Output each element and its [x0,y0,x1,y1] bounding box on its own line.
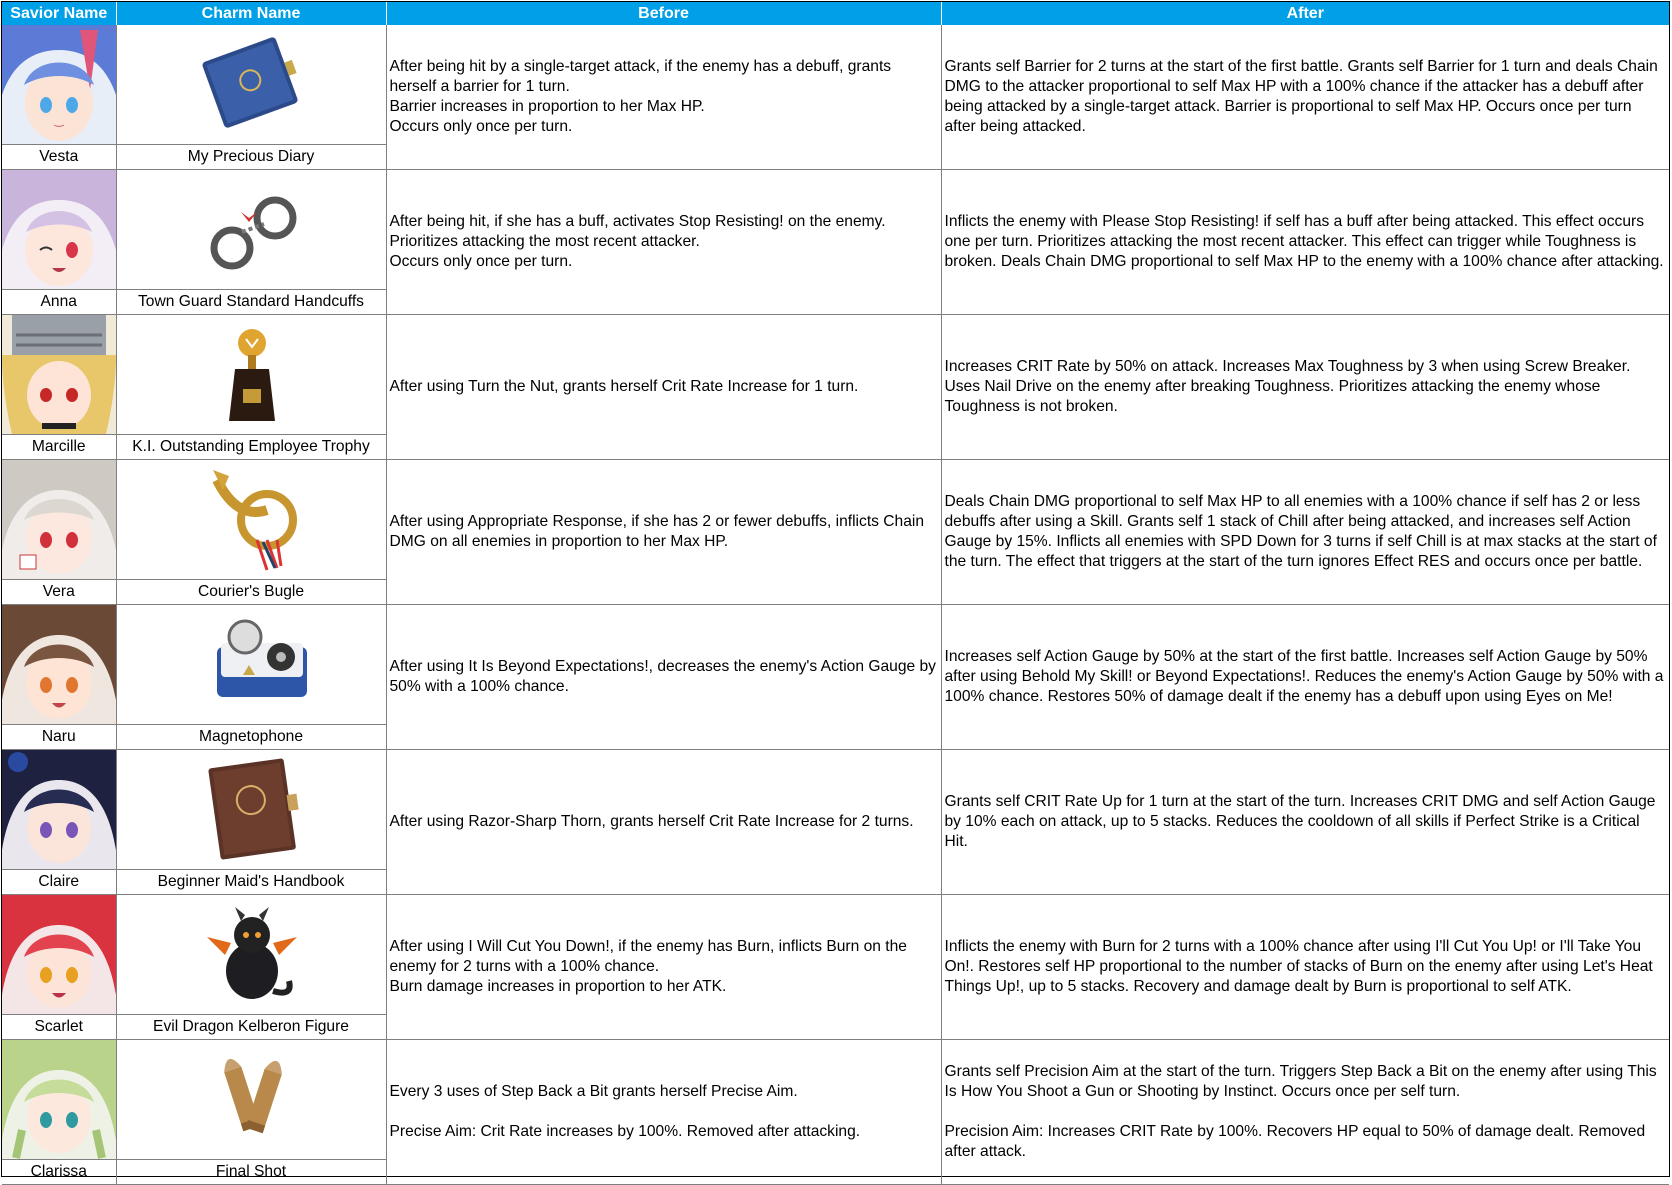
charm-name: Evil Dragon Kelberon Figure [153,1018,349,1035]
after-line: Inflicts the enemy with Please Stop Resisting! if self has a buff after being attacked. This effect occurs one per turn. Prioritizes attacking the most recent attacker. This effect can trigger while Toughness is broken. Deals Chain DMG proportional to self Max HP to the enemy with a 100% chance after attacking. [944,213,1664,270]
charm-cell[interactable] [116,605,386,750]
before-cell[interactable] [386,25,941,170]
savior-name: Scarlet [34,1018,84,1035]
header-before[interactable]: Before [386,2,941,25]
charm-image-handcuffs [117,170,386,290]
savior-cell[interactable] [2,605,116,750]
after-cell[interactable] [941,1040,1669,1185]
savior-cell[interactable] [2,1040,116,1185]
charm-comparison-table [2,2,1669,1185]
charm-cell[interactable] [116,315,386,460]
savior-name: Vera [42,583,75,600]
after-line: Increases CRIT Rate by 50% on attack. Increases Max Toughness by 3 when using Screw Breaker. Uses Nail Drive on the enemy after breaking Toughness. Prioritizes attacking the enemy whose Toughness is not broken. [944,358,1631,415]
savior-name: Anna [40,293,77,310]
table-row [2,315,1669,460]
after-cell[interactable] [941,895,1669,1040]
charm-cell[interactable] [116,750,386,895]
table-row [2,460,1669,605]
charm-cell[interactable] [116,1040,386,1185]
savior-cell[interactable] [2,460,116,605]
before-cell[interactable] [386,895,941,1040]
charm-name: Magnetophone [198,728,304,745]
savior-portrait [2,750,116,870]
before-cell[interactable] [386,315,941,460]
before-line: Occurs only once per turn. [389,253,573,270]
savior-portrait [2,895,116,1015]
savior-name: Marcille [31,438,86,455]
charm-image-trophy [117,315,386,435]
after-line: Increases self Action Gauge by 50% at the start of the first battle. Increases self Action Gauge by 50% after using Behold My Skill! or Beyond Expectations!. Reduces the enemy's Action Gauge by 50% with a 100% chance. Restores 50% of damage dealt if the enemy has a debuff upon using Eyes on Me! [944,648,1664,705]
table-row [2,605,1669,750]
charm-name: Final Shot [215,1163,287,1180]
charm-image-bullets [117,1040,386,1160]
charm-image-magnetophone [117,605,386,725]
savior-cell[interactable] [2,750,116,895]
before-line: Occurs only once per turn. [389,118,573,135]
header-charm-name[interactable]: Charm Name [116,2,386,25]
before-line: Burn damage increases in proportion to her ATK. [389,978,727,995]
before-line: After using I Will Cut You Down!, if the enemy has Burn, inflicts Burn on the enemy for 2 turns with a 100% chance. [389,938,907,975]
charm-cell[interactable] [116,170,386,315]
savior-portrait [2,25,116,145]
after-line: Deals Chain DMG proportional to self Max HP to all enemies with a 100% chance if self has 2 or less debuffs after using a Skill. Grants self 1 stack of Chill after being attacked, and increases self Action Gauge by 15%. Inflicts all enemies with SPD Down for 3 turns if self Chill is at max stacks at the start of the turn. The effect that triggers at the start of the turn ignores Effect RES and occurs once per battle. [944,493,1657,570]
after-line: Grants self CRIT Rate Up for 1 turn at the start of the turn. Increases CRIT DMG and self Action Gauge by 10% each on attack, up to 5 stacks. Reduces the cooldown of all skills if Perfect Strike is a Critical Hit. [944,793,1656,850]
after-line: Precision Aim: Increases CRIT Rate by 100%. Recovers HP equal to 50% of damage dealt. Removed after attack. [944,1123,1646,1160]
before-line: Every 3 uses of Step Back a Bit grants herself Precise Aim. [389,1083,798,1100]
charm-image-handbook [117,750,386,870]
before-cell[interactable] [386,605,941,750]
charm-image-dragon-figure [117,895,386,1015]
table-row [2,750,1669,895]
table-row [2,170,1669,315]
after-cell[interactable] [941,25,1669,170]
charm-cell[interactable] [116,460,386,605]
before-line: After being hit by a single-target attack, if the enemy has a debuff, grants herself a barrier for 1 turn. [389,58,892,95]
savior-cell[interactable] [2,170,116,315]
charm-cell[interactable] [116,25,386,170]
table-row [2,25,1669,170]
savior-cell[interactable] [2,315,116,460]
savior-cell[interactable] [2,895,116,1040]
before-line: After using Razor-Sharp Thorn, grants herself Crit Rate Increase for 2 turns. [389,813,914,830]
savior-portrait [2,1040,116,1160]
before-line: After being hit, if she has a buff, activates Stop Resisting! on the enemy. [389,213,886,230]
charm-cell[interactable] [116,895,386,1040]
charm-image-bugle [117,460,386,580]
charm-name: My Precious Diary [187,148,315,165]
savior-portrait [2,605,116,725]
savior-portrait [2,460,116,580]
savior-name: Claire [38,873,80,890]
table-row [2,1040,1669,1185]
before-cell[interactable] [386,1040,941,1185]
before-line: After using Appropriate Response, if she has 2 or fewer debuffs, inflicts Chain DMG on all enemies in proportion to her Max HP. [389,513,925,550]
blank-line [945,1102,1666,1122]
before-cell[interactable] [386,170,941,315]
table-row [2,895,1669,1040]
after-cell[interactable] [941,460,1669,605]
before-line: After using Turn the Nut, grants herself Crit Rate Increase for 1 turn. [389,378,859,395]
after-cell[interactable] [941,315,1669,460]
savior-name: Vesta [39,148,79,165]
header-row [2,2,1669,25]
savior-portrait [2,170,116,290]
charm-name: K.I. Outstanding Employee Trophy [132,438,370,455]
before-line: After using It Is Beyond Expectations!, decreases the enemy's Action Gauge by 50% with a 100% chance. [389,658,936,695]
after-line: Grants self Precision Aim at the start of the turn. Triggers Step Back a Bit on the enemy after using This Is How You Shoot a Gun or Shooting by Instinct. Occurs once per self turn. [944,1063,1657,1100]
before-line: Precise Aim: Crit Rate increases by 100%. Removed after attacking. [389,1123,861,1140]
charm-name: Courier's Bugle [197,583,305,600]
charm-image-diary [117,25,386,145]
charm-name: Beginner Maid's Handbook [157,873,345,890]
before-line: Barrier increases in proportion to her Max HP. [389,98,705,115]
after-line: Inflicts the enemy with Burn for 2 turns with a 100% chance after using I'll Cut You Up! or I'll Take You On!. Restores self HP proportional to the number of stacks of Burn on the enemy after using Let's Heat Things Up!, up to 5 stacks. Recovery and damage dealt by Burn is proportional to self ATK. [944,938,1653,995]
before-cell[interactable] [386,460,941,605]
before-line: Prioritizes attacking the most recent attacker. [389,233,700,250]
header-after[interactable]: After [941,2,1669,25]
savior-name: Naru [41,728,76,745]
before-cell[interactable] [386,750,941,895]
savior-name: Clarissa [30,1163,87,1180]
after-cell[interactable] [941,750,1669,895]
blank-line [390,1102,937,1122]
header-savior-name[interactable]: Savior Name [2,2,116,25]
savior-portrait [2,315,116,435]
savior-cell[interactable] [2,25,116,170]
spreadsheet [1,1,1670,1180]
after-cell[interactable] [941,170,1669,315]
after-line: Grants self Barrier for 2 turns at the start of the first battle. Grants self Barrier for 1 turn and deals Chain DMG to the attacker proportional to self Max HP with a 100% chance if the attacker has a debuff after being attacked by a single-target attack. Barrier is proportional to self Max HP. Occurs once per turn after being attacked. [944,58,1658,135]
charm-name: Town Guard Standard Handcuffs [138,293,364,310]
after-cell[interactable] [941,605,1669,750]
